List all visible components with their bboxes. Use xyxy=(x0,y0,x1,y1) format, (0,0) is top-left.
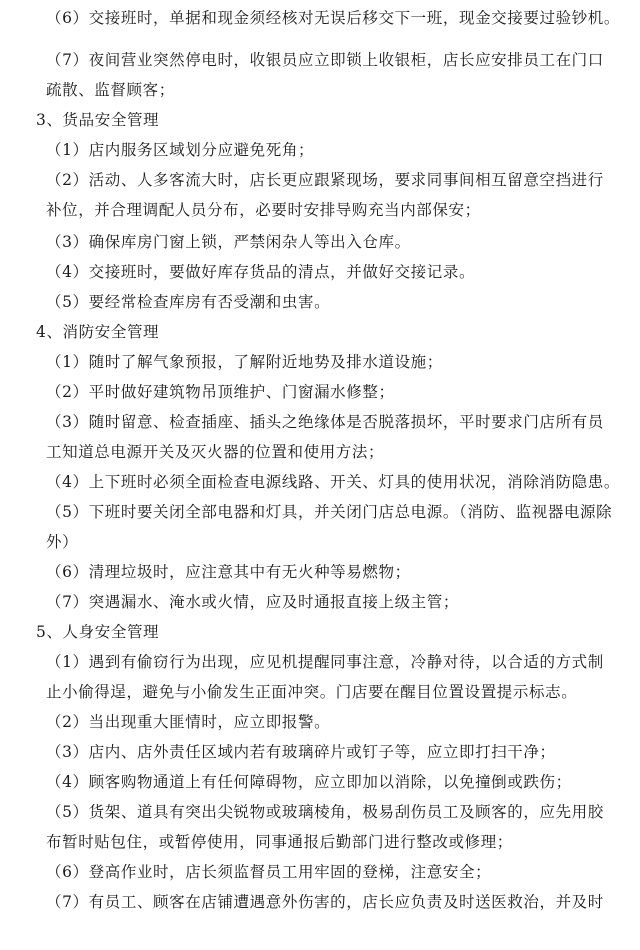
text-line: （7）夜间营业突然停电时，收银员应立即锁上收银柜，店长应安排员工在门口 xyxy=(46,51,604,69)
text-line: 布暂时贴包住，或暂停使用，同事通报后勤部门进行整改或修理； xyxy=(46,833,513,851)
text-line: （5）要经常检查库房有否受潮和虫害。 xyxy=(46,293,331,311)
text-line: （6）交接班时，单据和现金须经核对无误后移交下一班，现金交接要过验钞机。 xyxy=(46,9,620,27)
text-line: （7）突遇漏水、淹水或火情，应及时通报直接上级主管； xyxy=(46,593,459,611)
text-line: （5）下班时要关闭全部电器和灯具，并关闭门店总电源。（消防、监视器电源除 xyxy=(46,503,613,521)
text-line: 工知道总电源开关及灭火器的位置和使用方法； xyxy=(46,443,385,461)
text-line: （3）随时留意、检查插座、插头之绝缘体是否脱落损坏，平时要求门店所有员 xyxy=(46,413,604,431)
text-line: （2）平时做好建筑物吊顶维护、门窗漏水修整； xyxy=(46,383,395,401)
text-line: （5）货架、道具有突出尖锐物或玻璃棱角，极易刮伤员工及顾客的，应先用胶 xyxy=(46,803,604,821)
section-heading: 3、货品安全管理 xyxy=(36,111,160,129)
text-line: （4）顾客购物通道上有任何障碍物，应立即加以消除，以免撞倒或跌伤； xyxy=(46,773,572,791)
text-line: 补位，并合理调配人员分布，必要时安排导购充当内部保安； xyxy=(46,201,481,219)
text-line: （7）有员工、顾客在店铺遭遇意外伤害的，店长应负责及时送医救治，并及时 xyxy=(46,893,604,911)
text-line: （4）上下班时必须全面检查电源线路、开关、灯具的使用状况，消除消防隐患。 xyxy=(46,473,620,491)
section-heading: 4、消防安全管理 xyxy=(36,323,160,341)
text-line: （3）确保库房门窗上锁，严禁闲杂人等出入仓库。 xyxy=(46,233,411,251)
text-line: 外） xyxy=(46,533,79,551)
text-line: （2）活动、人多客流大时，店长更应跟紧现场，要求同事间相互留意空挡进行 xyxy=(46,171,604,189)
text-line: （2）当出现重大匪情时，应立即报警。 xyxy=(46,713,331,731)
text-line: （3）店内、店外责任区域内若有玻璃碎片或钉子等，应立即打扫干净； xyxy=(46,743,556,761)
text-line: 疏散、监督顾客； xyxy=(46,81,175,99)
text-line: （1）随时了解气象预报，了解附近地势及排水道设施； xyxy=(46,353,443,371)
text-line: （4）交接班时，要做好库存货品的清点，并做好交接记录。 xyxy=(46,263,476,281)
text-line: 止小偷得逞，避免与小偷发生正面冲突。门店要在醒目位置设置提示标志。 xyxy=(46,683,578,701)
text-line: （1）遇到有偷窃行为出现，应见机提醒同事注意，冷静对待，以合适的方式制 xyxy=(46,653,604,671)
text-line: （6）登高作业时，店长须监督员工用牢固的登梯，注意安全； xyxy=(46,863,492,881)
text-line: （1）店内服务区域划分应避免死角； xyxy=(46,141,315,159)
text-line: （6）清理垃圾时，应注意其中有无火种等易燃物； xyxy=(46,563,411,581)
section-heading: 5、人身安全管理 xyxy=(36,623,160,641)
